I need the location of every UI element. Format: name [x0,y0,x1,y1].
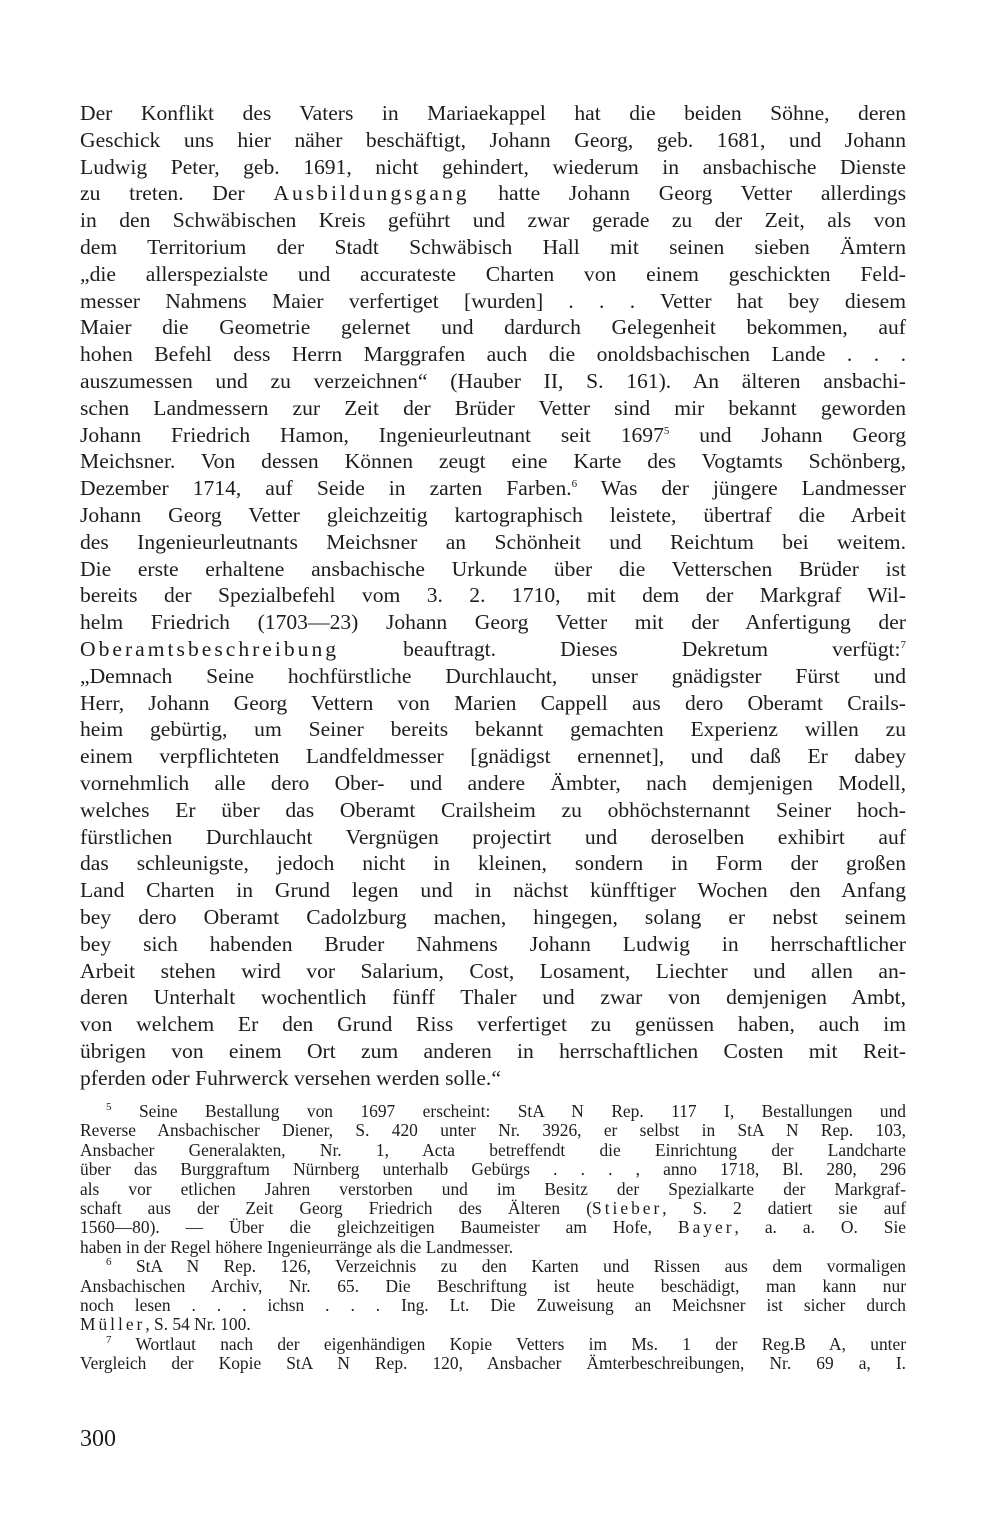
text-segment: Was der jüngere Landmesser [577,476,906,501]
footnote-number: 7 [106,1334,112,1347]
author-name-spaced: Stieber [592,1198,663,1219]
text-line: messer Nahmens Maier verfertiget [wurden] . . . Vetter hat bey diesem [80,288,906,313]
text-segment: , a. a. O. Sie [734,1217,906,1238]
text-line: des Ingenieurleutnants Meichsner an Schönheit und Reichtum bei weitem. [80,529,906,554]
text-line: Herr, Johann Georg Vettern von Marien Cappell aus dero Oberamt Crails- [80,690,906,715]
footnote-line [80,1315,906,1334]
page-number: 300 [80,1426,116,1452]
footnote-line: noch lesen . . . ichsn . . . Ing. Lt. Die Zuweisung an Meichsner ist sicher durch [80,1295,906,1316]
text-line: Maier die Geometrie gelernet und dardurch Gelegenheit bekommen, auf [80,315,906,340]
text-line: bereits der Spezialbefehl vom 3. 2. 1710, mit dem der Markgraf Wil- [80,583,906,608]
footnote-number: 6 [106,1256,112,1269]
footnote-ref-6: 6 [571,477,578,490]
text-line: welches Er über das Oberamt Crailsheim zu obhöchsternannt Seiner hoch- [80,797,906,822]
footnote-line: Ansbacher Generalakten, Nr. 1, Acta betreffendt die Einrichtung der Landcharte [80,1139,906,1160]
footnote-line [80,1335,906,1354]
text-line: „Demnach Seine hochfürstliche Durchlaucht, unser gnädigster Fürst und [80,663,906,688]
text-line: Geschick uns hier näher beschäftigt, Johann Georg, geb. 1681, und Johann [80,127,906,152]
text-line: helm Friedrich (1703—23) Johann Georg Vetter mit der Anfertigung der [80,610,906,635]
text-segment: Wortlaut nach der eigenhändigen Kopie Vetters im Ms. 1 der Reg.B A, unter [111,1333,906,1354]
text-line: das schleunigste, jedoch nicht in kleinen, sondern in Form der großen [80,851,906,876]
emphasis-spaced: Ausbildungsgang [273,181,470,206]
text-line [80,180,906,207]
text-segment: beauftragt. Dieses Dekretum verfügt: [339,636,901,661]
footnotes [80,1102,906,1374]
text-line: übrigen von einem Ort zum anderen in herrschaftlichen Costen mit Reit- [80,1038,906,1063]
footnote-line [80,1102,906,1121]
text-line: einem verpflichteten Landfeldmesser [gnädigst ernennet], und daß Er dabey [80,744,906,769]
text-line: heim gebürtig, um Seiner bereits bekannt gemachten Experienz willen zu [80,717,906,742]
main-paragraph [80,100,906,1091]
footnote-line [80,1218,906,1237]
footnote-ref-7: 7 [900,638,906,651]
footnote-7 [80,1335,906,1374]
text-line: pferden oder Fuhrwerck versehen werden solle.“ [80,1065,501,1090]
text-segment: 1560—80). — Über die gleichzeitigen Baumeister am Hofe, [80,1217,678,1238]
author-name-spaced: Müller [80,1314,146,1335]
text-segment: Dezember 1714, auf Seide in zarten Farben. [80,476,572,501]
footnote-line: als vor etlichen Jahren verstorben und im Besitz der Spezialkarte der Markgraf- [80,1178,906,1199]
text-line: deren Unterhalt wochentlich fünff Thaler und zwar von demjenigen Ambt, [80,985,906,1010]
main-body [80,100,906,1091]
text-segment: Seine Bestallung von 1697 erscheint: StA N Rep. 117 I, Bestallungen und [111,1101,906,1121]
text-segment: und Johann Georg [669,422,906,447]
text-line: auszumessen und zu verzeichnen“ (Hauber II, S. 161). An älteren ansbachi- [80,368,906,393]
text-line [80,636,906,663]
text-line [80,475,906,502]
text-line: Die erste erhaltene ansbachische Urkunde über die Vetterschen Brüder ist [80,556,906,581]
footnote-line: über das Burggraftum Nürnberg unterhalb Gebürgs . . . , anno 1718, Bl. 280, 296 [80,1159,906,1180]
emphasis-spaced: Oberamtsbeschreibung [80,636,340,661]
text-line: Arbeit stehen wird vor Salarium, Cost, Losament, Liechter und allen an- [80,958,906,983]
text-line: hohen Befehl dess Herrn Marggrafen auch die onoldsbachischen Lande . . . [80,342,906,367]
footnote-line: Reverse Ansbachischer Diener, S. 420 unter Nr. 3926, er selbst in StA N Rep. 103, [80,1120,906,1141]
text-line: Meichsner. Von dessen Können zeugt eine Karte des Vogtamts Schönberg, [80,449,906,474]
text-segment: Johann Friedrich Hamon, Ingenieurleutnant seit 1697 [80,422,664,447]
footnote-line: Ansbachischen Archiv, Nr. 65. Die Beschriftung ist heute beschädigt, man kann nur [80,1275,906,1296]
footnote-number: 5 [106,1101,112,1114]
text-line: Johann Georg Vetter gleichzeitig kartographisch leistete, übertraf die Arbeit [80,502,906,527]
footnote-line: Vergleich der Kopie StA N Rep. 120, Ansbacher Ämterbeschreibungen, Nr. 69 a, I. [80,1353,906,1374]
footnote-ref-5: 5 [663,424,670,437]
text-line: Ludwig Peter, geb. 1691, nicht gehindert, wiederum in ansbachische Dienste [80,154,906,179]
text-line: bey dero Oberamt Cadolzburg machen, hingegen, solang er nebst seinem [80,904,906,929]
text-line: von welchem Er den Grund Riss verfertiget zu genüssen haben, auch im [80,1012,906,1037]
text-line: schen Landmessern zur Zeit der Brüder Vetter sind mir bekannt geworden [80,395,906,420]
text-segment: , S. 54 Nr. 100. [145,1314,251,1335]
footnote-5 [80,1102,906,1257]
text-line: in den Schwäbischen Kreis geführt und zwar gerade zu der Zeit, als von [80,208,906,233]
text-line: vornehmlich alle dero Ober- und andere Ämbter, nach demjenigen Modell, [80,770,906,795]
text-segment: hatte Johann Georg Vetter allerdings [469,181,907,206]
text-segment: , S. 2 datiert sie auf [662,1198,906,1219]
text-line: Der Konflikt des Vaters in Mariaekappel hat die beiden Söhne, deren [80,101,906,125]
text-segment: schaft aus der Zeit Georg Friedrich des Älteren ( [80,1198,593,1219]
text-line: dem Territorium der Stadt Schwäbisch Hall mit seinen sieben Ämtern [80,234,906,259]
footnote-line [80,1257,906,1276]
text-line [80,422,906,449]
author-name-spaced: Bayer [677,1217,735,1238]
text-line: Land Charten in Grund legen und in nächst künfftiger Wochen den Anfang [80,878,906,903]
text-line: „die allerspezialste und accurateste Charten von einem geschickten Feld- [80,261,906,286]
footnote-6 [80,1257,906,1335]
footnote-line: haben in der Regel höhere Ingenieurränge als die Landmesser. [80,1236,514,1257]
text-line: bey sich habenden Bruder Nahmens Johann Ludwig in herrschaftlicher [80,931,906,956]
text-segment: StA N Rep. 126, Verzeichnis zu den Karten und Rissen aus dem vormaligen [111,1256,906,1277]
text-line: fürstlichen Durchlaucht Vergnügen projectirt und deroselben exhibirt auf [80,824,906,849]
footnote-line [80,1199,906,1218]
text-segment: zu treten. Der [80,181,274,206]
